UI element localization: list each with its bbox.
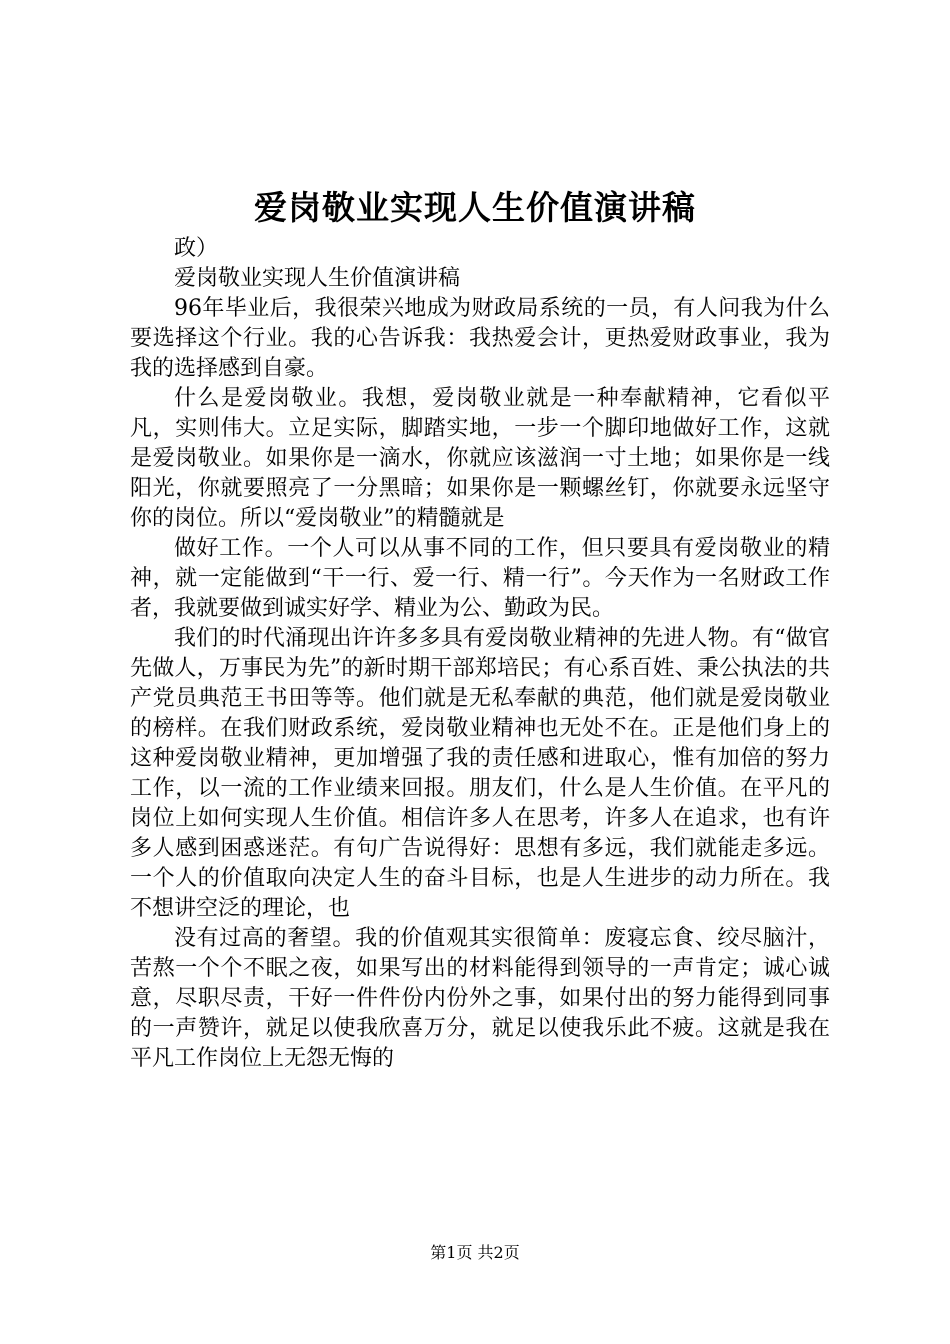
paragraph: 做好工作。一个人可以从事不同的工作，但只要具有爱岗敬业的精神，就一定能做到“干一行、爱一行、精一行”。今天作为一名财政工作者，我就要做到诚实好学、精业为公、勤政为民。	[130, 536, 830, 621]
paragraph: 爱岗敬业实现人生价值演讲稿	[174, 266, 461, 291]
document-title: 爱岗敬业实现人生价值演讲稿	[254, 188, 696, 227]
paragraph: 没有过高的奢望。我的价值观其实很简单：废寝忘食、绞尽脑汁，苦熬一个个不眠之夜，如果写出的材料能得到领导的一声肯定；诚心诚意，尽职尽责，干好一件件份内份外之事，如果付出的努力能得到同事的一声赞许，就足以使我欣喜万分，就足以使我乐此不疲。这就是我在平凡工作岗位上无怨无悔的	[130, 926, 830, 1071]
paragraph: 96年毕业后，我很荣兴地成为财政局系统的一员，有人问我为什么要选择这个行业。我的心告诉我：我热爱会计，更热爱财政事业，我为我的选择感到自豪。	[130, 296, 830, 381]
paragraph: 我们的时代涌现出许许多多具有爱岗敬业精神的先进人物。有“做官先做人，万事民为先”的新时期干部郑培民；有心系百姓、秉公执法的共产党员典范王书田等等。他们就是无私奉献的典范，他们就是爱岗敬业的榜样。在我们财政系统，爱岗敬业精神也无处不在。正是他们身上的这种爱岗敬业精神，更加增强了我的责任感和进取心，惟有加倍的努力工作，以一流的工作业绩来回报。朋友们，什么是人生价值。在平凡的岗位上如何实现人生价值。相信许多人在思考，许多人在追求，也有许多人感到困惑迷茫。有句广告说得好：思想有多远，我们就能走多远。一个人的价值取向决定人生的奋斗目标，也是人生进步的动力所在。我不想讲空泛的理论，也	[130, 626, 830, 921]
paragraph: 政）	[174, 236, 219, 261]
document-body	[130, 234, 830, 1074]
page-indicator: 第1页 共2页	[430, 1243, 520, 1262]
paragraph: 什么是爱岗敬业。我想，爱岗敬业就是一种奉献精神，它看似平凡，实则伟大。立足实际，脚踏实地，一步一个脚印地做好工作，这就是爱岗敬业。如果你是一滴水，你就应该滋润一寸土地；如果你是一线阳光，你就要照亮了一分黑暗；如果你是一颗螺丝钉，你就要永远坚守你的岗位。所以“爱岗敬业”的精髓就是	[130, 386, 830, 531]
